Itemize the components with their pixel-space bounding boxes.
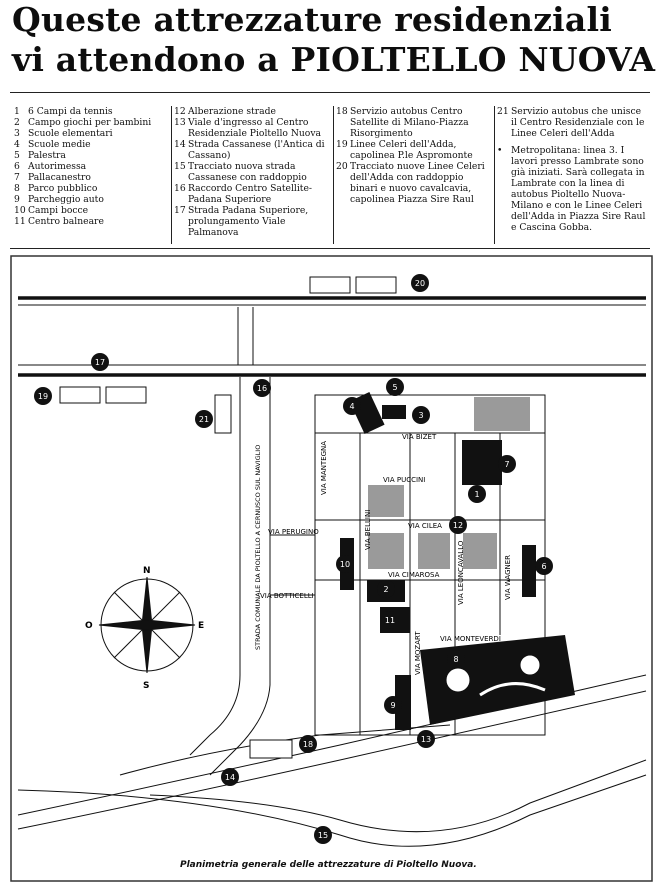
legend-item: 9 Parcheggio auto: [14, 194, 104, 205]
marker-4-label: 4: [349, 402, 355, 411]
legend-item: 8 Parco pubblico: [14, 183, 98, 194]
marker-8-label: 8: [453, 655, 459, 664]
map-caption: Planimetria generale delle attrezzature di Pioltello Nuova.: [180, 860, 477, 870]
legend-item: 6 Autorimessa: [14, 161, 87, 172]
legend-item: 1 6 Campi da tennis: [14, 106, 113, 117]
legend-item: 20 Tracciato nuove Linee Celeri dell'Adda con raddoppio binari e nuovo cavalcavia, capolinea Piazza Sire Raul: [336, 161, 485, 205]
street-label-perugino: VIA PERUGINO: [268, 528, 319, 536]
legend-item: 12 Alberazione strade: [174, 106, 276, 117]
marker-14-label: 14: [224, 773, 236, 782]
marker-10-label: 10: [339, 560, 351, 569]
compass-s: S: [143, 681, 150, 691]
legend-item: 18 Servizio autobus Centro Satellite di Milano-Piazza Risorgimento: [336, 106, 469, 139]
marker-6-label: 6: [541, 562, 547, 571]
legend: [12, 106, 650, 244]
legend-item: 5 Palestra: [14, 150, 66, 161]
bus-18: [250, 740, 292, 758]
legend-item: 11 Centro balneare: [14, 216, 104, 227]
legend-item: 13 Viale d'ingresso al Centro Residenziale Pioltello Nuova: [174, 117, 321, 139]
legend-item: 3 Scuole elementari: [14, 128, 113, 139]
legend-item: 16 Raccordo Centro Satellite-Padana Superiore: [174, 183, 313, 205]
marker-1-label: 1: [474, 490, 480, 499]
marker-12-label: 12: [452, 521, 464, 530]
legend-item: 19 Linee Celeri dell'Adda, capolinea P.le Aspromonte: [336, 139, 473, 161]
marker-21-label: 21: [198, 415, 210, 424]
marker-11-label: 11: [384, 616, 396, 625]
legend-item: 14 Strada Cassanese (l'Antica di Cassano): [174, 139, 325, 161]
legend-column-2: [171, 106, 333, 244]
street-label-mozart: VIA MOZART: [414, 631, 422, 675]
street-label-puccini: VIA PUCCINI: [383, 476, 426, 484]
legend-item: • Metropolitana: linea 3. I lavori presso Lambrate sono già iniziati. Sarà collegata in Lambrate con la linea di autobus Pioltello Nuova-Milano e con le Linee Celeri dell'Adda in Piazza Sire Raul e Cascina Gobba.: [497, 145, 646, 233]
street-label-bellini: VIA BELLINI: [364, 509, 372, 550]
legend-column-1: [12, 106, 170, 244]
top-rule: [10, 92, 650, 93]
street-label-botticelli: VIA BOTTICELLI: [260, 592, 314, 600]
legend-item: 7 Pallacanestro: [14, 172, 91, 183]
marker-20-label: 20: [414, 279, 426, 288]
legend-item: 4 Scuole medie: [14, 139, 91, 150]
marker-7-label: 7: [504, 460, 510, 469]
street-label-wagner: VIA WAGNER: [504, 554, 512, 600]
bottom-rule: [10, 248, 650, 249]
marker-16-label: 16: [256, 384, 268, 393]
street-label-mantegna: VIA MANTEGNA: [320, 440, 328, 495]
street-label-leoncavallo: VIA LEONCAVALLO: [457, 540, 465, 605]
street-label-bizet: VIA BIZET: [402, 433, 437, 441]
street-label-cimarosa: VIA CIMAROSA: [388, 571, 440, 579]
headline-line-1: Queste attrezzature residenziali: [12, 0, 612, 39]
street-label-cilea: VIA CILEA: [408, 522, 442, 530]
marker-9-label: 9: [390, 701, 396, 710]
legend-item: 21 Servizio autobus che unisce il Centro Residenziale con le Linee Celeri dell'Adda: [497, 106, 645, 139]
marker-17-label: 17: [94, 358, 106, 367]
legend-item: 15 Tracciato nuova strada Cassanese con raddoppio: [174, 161, 307, 183]
legend-column-3: [333, 106, 494, 244]
street-label-monteverdi: VIA MONTEVERDI: [440, 635, 501, 643]
marker-15-label: 15: [317, 831, 329, 840]
legend-item: 2 Campo giochi per bambini: [14, 117, 152, 128]
marker-3-label: 3: [418, 411, 424, 420]
marker-18-label: 18: [302, 740, 314, 749]
legend-item: 10 Campi bocce: [14, 205, 89, 216]
street-label-strada-comunale: STRADA COMUNALE DA PIOLTELLO A CERNUSCO SUL NAVIGLIO: [254, 444, 262, 650]
legend-item: 17 Strada Padana Superiore, prolungamento Viale Palmanova: [174, 205, 309, 238]
map-frame: [11, 256, 652, 881]
marker-5-label: 5: [392, 383, 398, 392]
compass-o: O: [85, 621, 93, 631]
headline-line-2: vi attendono a PIOLTELLO NUOVA: [12, 40, 656, 79]
bus-21: [215, 395, 231, 433]
marker-13-label: 13: [420, 735, 432, 744]
marker-2-label: 2: [383, 585, 389, 594]
compass-e: E: [198, 621, 205, 631]
compass-n: N: [143, 566, 151, 576]
marker-19-label: 19: [37, 392, 49, 401]
site-plan-map: [10, 255, 653, 882]
legend-column-4: [494, 106, 651, 244]
